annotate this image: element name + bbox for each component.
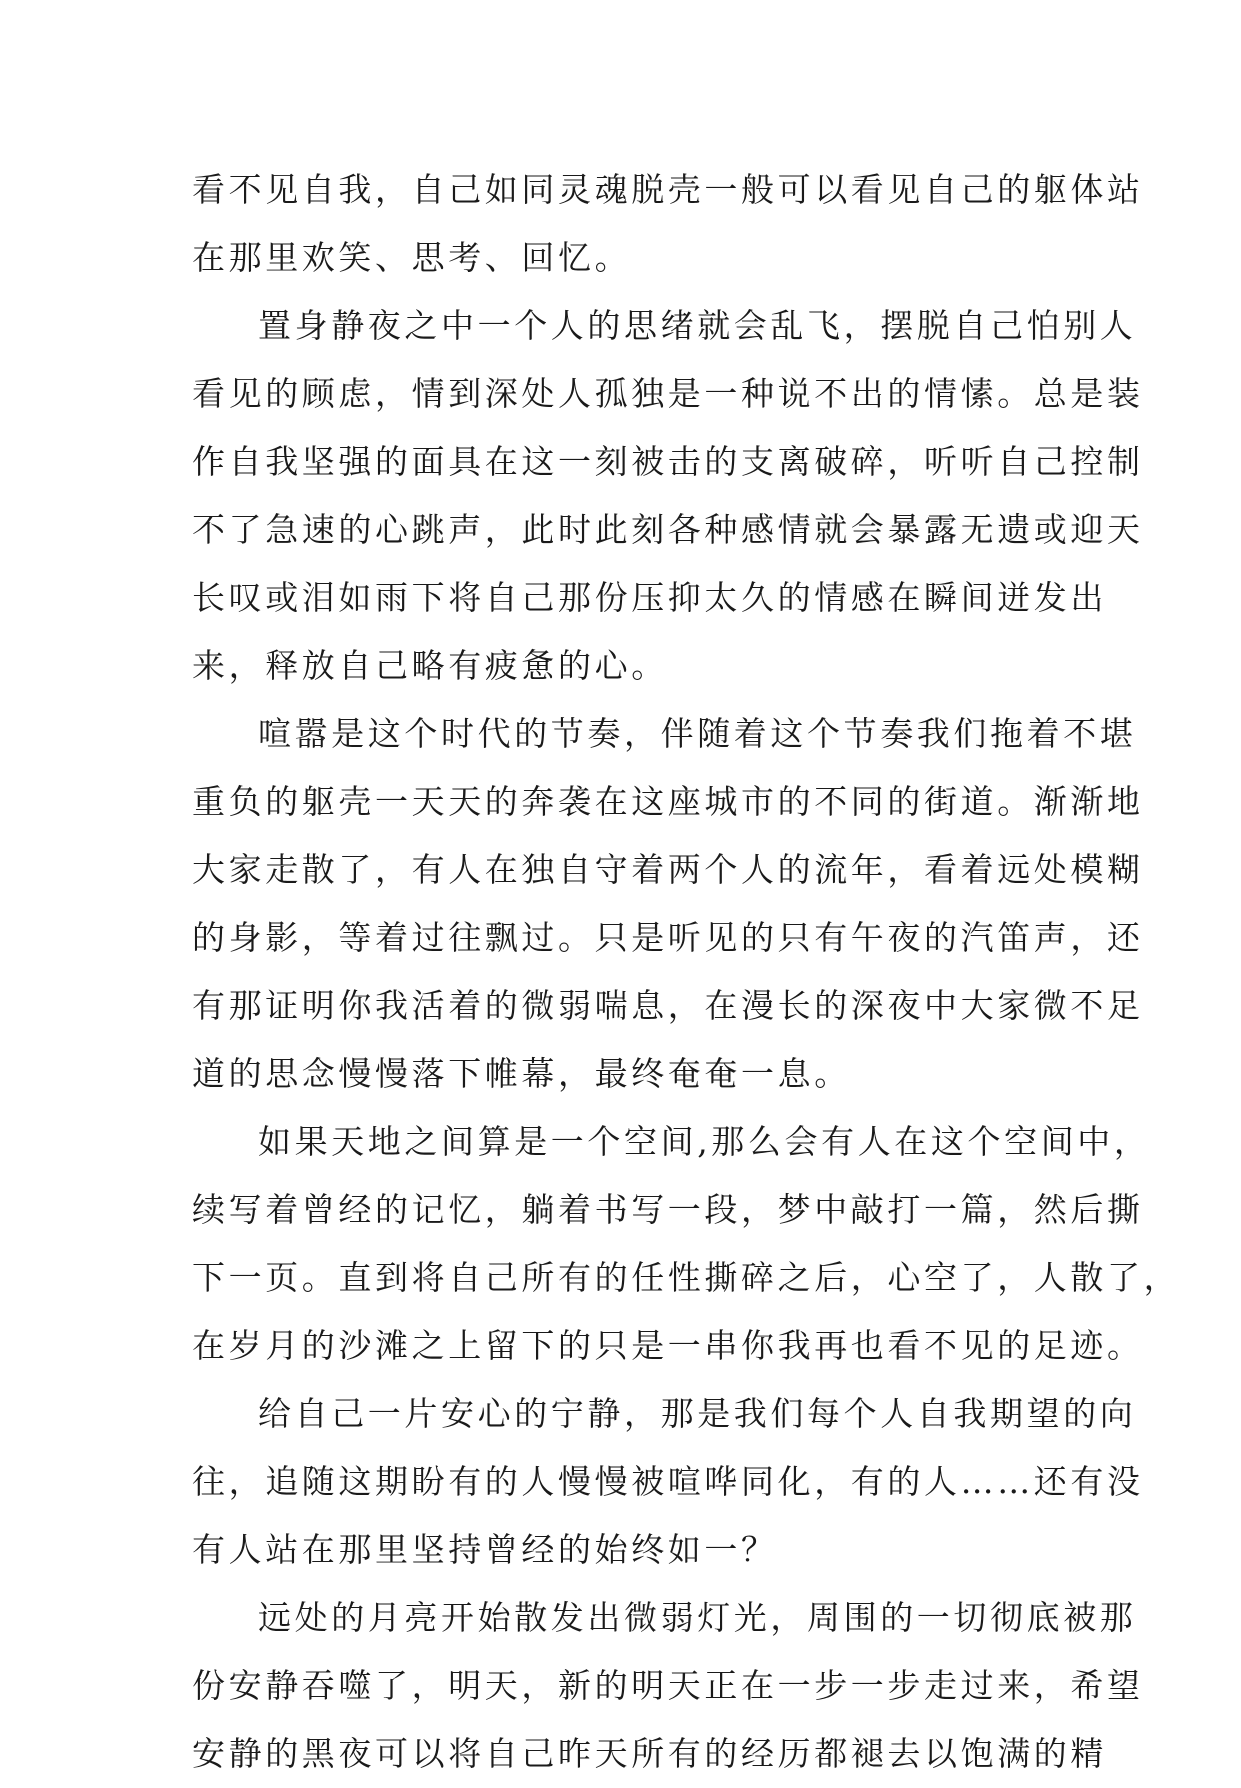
text-line: 份安静吞噬了，明天，新的明天正在一步一步走过来，希望: [192, 1666, 1144, 1705]
text-line: 不了急速的心跳声，此时此刻各种感情就会暴露无遗或迎天: [192, 510, 1144, 549]
text-line: 有人站在那里坚持曾经的始终如一？: [192, 1530, 778, 1569]
text-line: 的身影，等着过往飘过。只是听见的只有午夜的汽笛声，还: [192, 918, 1144, 957]
text-line: 道的思念慢慢落下帷幕，最终奄奄一息。: [192, 1054, 851, 1093]
text-line: 续写着曾经的记忆，躺着书写一段，梦中敲打一篇，然后撕: [192, 1190, 1144, 1229]
text-line: 重负的躯壳一天天的奔袭在这座城市的不同的街道。渐渐地: [192, 782, 1144, 821]
text-line: 大家走散了，有人在独自守着两个人的流年，看着远处模糊: [192, 850, 1144, 889]
paragraph-first-line: 如果天地之间算是一个空间,那么会有人在这个空间中，: [258, 1122, 1151, 1161]
text-line: 作自我坚强的面具在这一刻被击的支离破碎，听听自己控制: [192, 442, 1144, 481]
paragraph-first-line: 置身静夜之中一个人的思绪就会乱飞，摆脱自己怕别人: [258, 306, 1137, 345]
text-line: 来，释放自己略有疲惫的心。: [192, 646, 668, 685]
text-line: 安静的黑夜可以将自己昨天所有的经历都褪去以饱满的精: [192, 1734, 1107, 1773]
text-line: 往，追随这期盼有的人慢慢被喧哗同化，有的人……还有没: [192, 1462, 1144, 1501]
text-line: 在岁月的沙滩之上留下的只是一串你我再也看不见的足迹。: [192, 1326, 1144, 1365]
text-line: 长叹或泪如雨下将自己那份压抑太久的情感在瞬间迸发出: [192, 578, 1107, 617]
text-line: 看见的顾虑，情到深处人孤独是一种说不出的情愫。总是装: [192, 374, 1144, 413]
paragraph-first-line: 喧嚣是这个时代的节奏，伴随着这个节奏我们拖着不堪: [258, 714, 1137, 753]
text-line: 在那里欢笑、思考、回忆。: [192, 238, 632, 277]
paragraph-first-line: 远处的月亮开始散发出微弱灯光，周围的一切彻底被那: [258, 1598, 1137, 1637]
text-line: 看不见自我，自己如同灵魂脱壳一般可以看见自己的躯体站: [192, 170, 1144, 209]
text-line: 下一页。直到将自己所有的任性撕碎之后，心空了，人散了，: [192, 1258, 1181, 1297]
text-line: 有那证明你我活着的微弱喘息，在漫长的深夜中大家微不足: [192, 986, 1144, 1025]
document-body: [192, 156, 1181, 1788]
paragraph-first-line: 给自己一片安心的宁静，那是我们每个人自我期望的向: [258, 1394, 1137, 1433]
